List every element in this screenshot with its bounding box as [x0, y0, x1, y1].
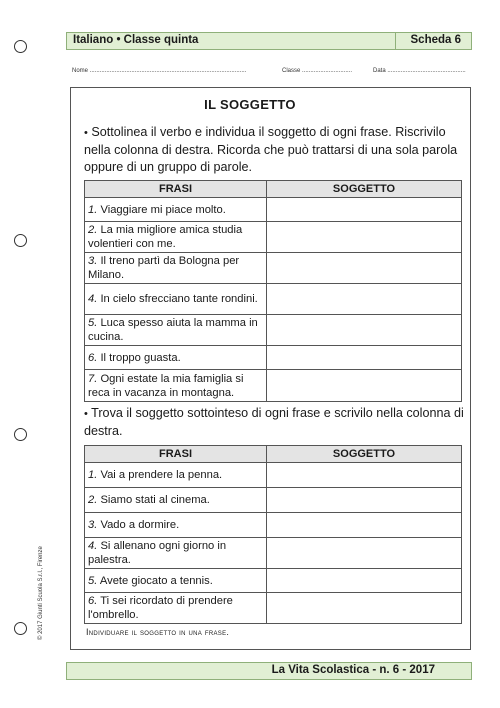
table-row	[85, 222, 462, 253]
sentence-text: Il treno partì da Bologna per Milano.	[88, 255, 240, 281]
table-row	[85, 463, 462, 488]
copyright-notice: © 2017 Giunti Scuola S.r.l., Firenze	[38, 546, 44, 640]
col-header-frasi: FRASI	[85, 181, 267, 198]
col-header-frasi: FRASI	[85, 446, 267, 463]
data-field[interactable]: Data ...............................................	[373, 68, 466, 74]
table-row	[85, 513, 462, 538]
binder-hole-lower-mid	[14, 428, 27, 441]
table-row	[85, 538, 462, 569]
row-number: 3.	[88, 519, 98, 531]
answer-cell[interactable]	[267, 222, 462, 253]
row-number: 7.	[88, 372, 98, 385]
sentence-text: Avete giocato a tennis.	[99, 574, 213, 587]
table-row	[85, 253, 462, 284]
table-row	[85, 346, 462, 370]
binder-hole-bottom	[14, 622, 27, 635]
col-header-soggetto: SOGGETTO	[267, 446, 462, 463]
answer-cell[interactable]	[267, 346, 462, 370]
row-number: 2.	[88, 494, 98, 506]
sentence-text: Vai a prendere la penna.	[100, 469, 223, 481]
answer-cell[interactable]	[267, 593, 462, 624]
sentence-text: La mia migliore amica studia volentieri con me.	[88, 224, 243, 250]
table-row	[85, 488, 462, 513]
sentence-text: Siamo stati al cinema.	[100, 494, 210, 506]
table-row	[85, 284, 462, 315]
footnote: Individuare il soggetto in una frase.	[86, 627, 230, 637]
sentence-text: Ogni estate la mia famiglia si reca in vacanza in montagna.	[88, 372, 244, 399]
exercise2-table	[84, 445, 462, 624]
binder-hole-upper-mid	[14, 234, 27, 247]
answer-cell[interactable]	[267, 284, 462, 315]
row-number: 5.	[88, 317, 98, 329]
table-row	[85, 370, 462, 402]
row-number: 5.	[88, 574, 98, 587]
answer-cell[interactable]	[267, 315, 462, 346]
exercise2-instruction	[84, 405, 468, 440]
row-number: 6.	[88, 351, 98, 364]
row-number: 1.	[88, 469, 98, 481]
answer-cell[interactable]	[267, 569, 462, 593]
table-row	[85, 315, 462, 346]
row-number: 2.	[88, 224, 98, 236]
subject-label: Italiano • Classe quinta	[73, 34, 199, 46]
exercise2-instruction-text: Trova il soggetto sottointeso di ogni frase e scrivilo nella colonna di destra.	[84, 406, 464, 438]
table-row	[85, 569, 462, 593]
col-header-soggetto: SOGGETTO	[267, 181, 462, 198]
footer-label: La Vita Scolastica - n. 6 - 2017	[271, 664, 435, 676]
row-number: 3.	[88, 255, 98, 267]
exercise1-instruction-text: Sottolinea il verbo e individua il soggetto di ogni frase. Riscrivilo nella colonna di destra. Ricorda che può trattarsi di una sola parola oppure di un gruppo di parole.	[84, 125, 458, 174]
row-number: 6.	[88, 595, 98, 607]
exercise1-table	[84, 180, 462, 402]
sentence-text: In cielo sfrecciano tante rondini.	[100, 293, 258, 305]
answer-cell[interactable]	[267, 253, 462, 284]
sentence-text: Luca spesso aiuta la mamma in cucina.	[88, 317, 258, 343]
answer-cell[interactable]	[267, 488, 462, 513]
footer-bar	[66, 662, 472, 680]
bullet-icon: •	[84, 127, 88, 139]
header-divider	[395, 32, 396, 50]
sentence-text: Vado a dormire.	[100, 519, 180, 531]
sentence-text: Si allenano ogni giorno in palestra.	[88, 540, 227, 566]
binder-hole-top	[14, 40, 27, 53]
row-number: 1.	[88, 203, 98, 216]
answer-cell[interactable]	[267, 513, 462, 538]
header-bar	[66, 32, 472, 50]
table-row	[85, 198, 462, 222]
answer-cell[interactable]	[267, 198, 462, 222]
answer-cell[interactable]	[267, 463, 462, 488]
classe-field[interactable]: Classe ..............................	[282, 68, 353, 74]
row-number: 4.	[88, 540, 98, 552]
answer-cell[interactable]	[267, 538, 462, 569]
nome-field[interactable]: Nome ..............................................................................................	[72, 68, 247, 74]
answer-cell[interactable]	[267, 370, 462, 402]
sentence-text: Viaggiare mi piace molto.	[100, 203, 226, 216]
sentence-text: Il troppo guasta.	[100, 351, 181, 364]
exercise1-instruction	[84, 124, 468, 176]
sentence-text: Ti sei ricordato di prendere l'ombrello.	[88, 595, 233, 621]
row-number: 4.	[88, 293, 98, 305]
bullet-icon: •	[84, 408, 88, 420]
table-row	[85, 593, 462, 624]
scheda-label: Scheda 6	[410, 34, 461, 46]
page-title: IL SOGGETTO	[204, 97, 296, 112]
